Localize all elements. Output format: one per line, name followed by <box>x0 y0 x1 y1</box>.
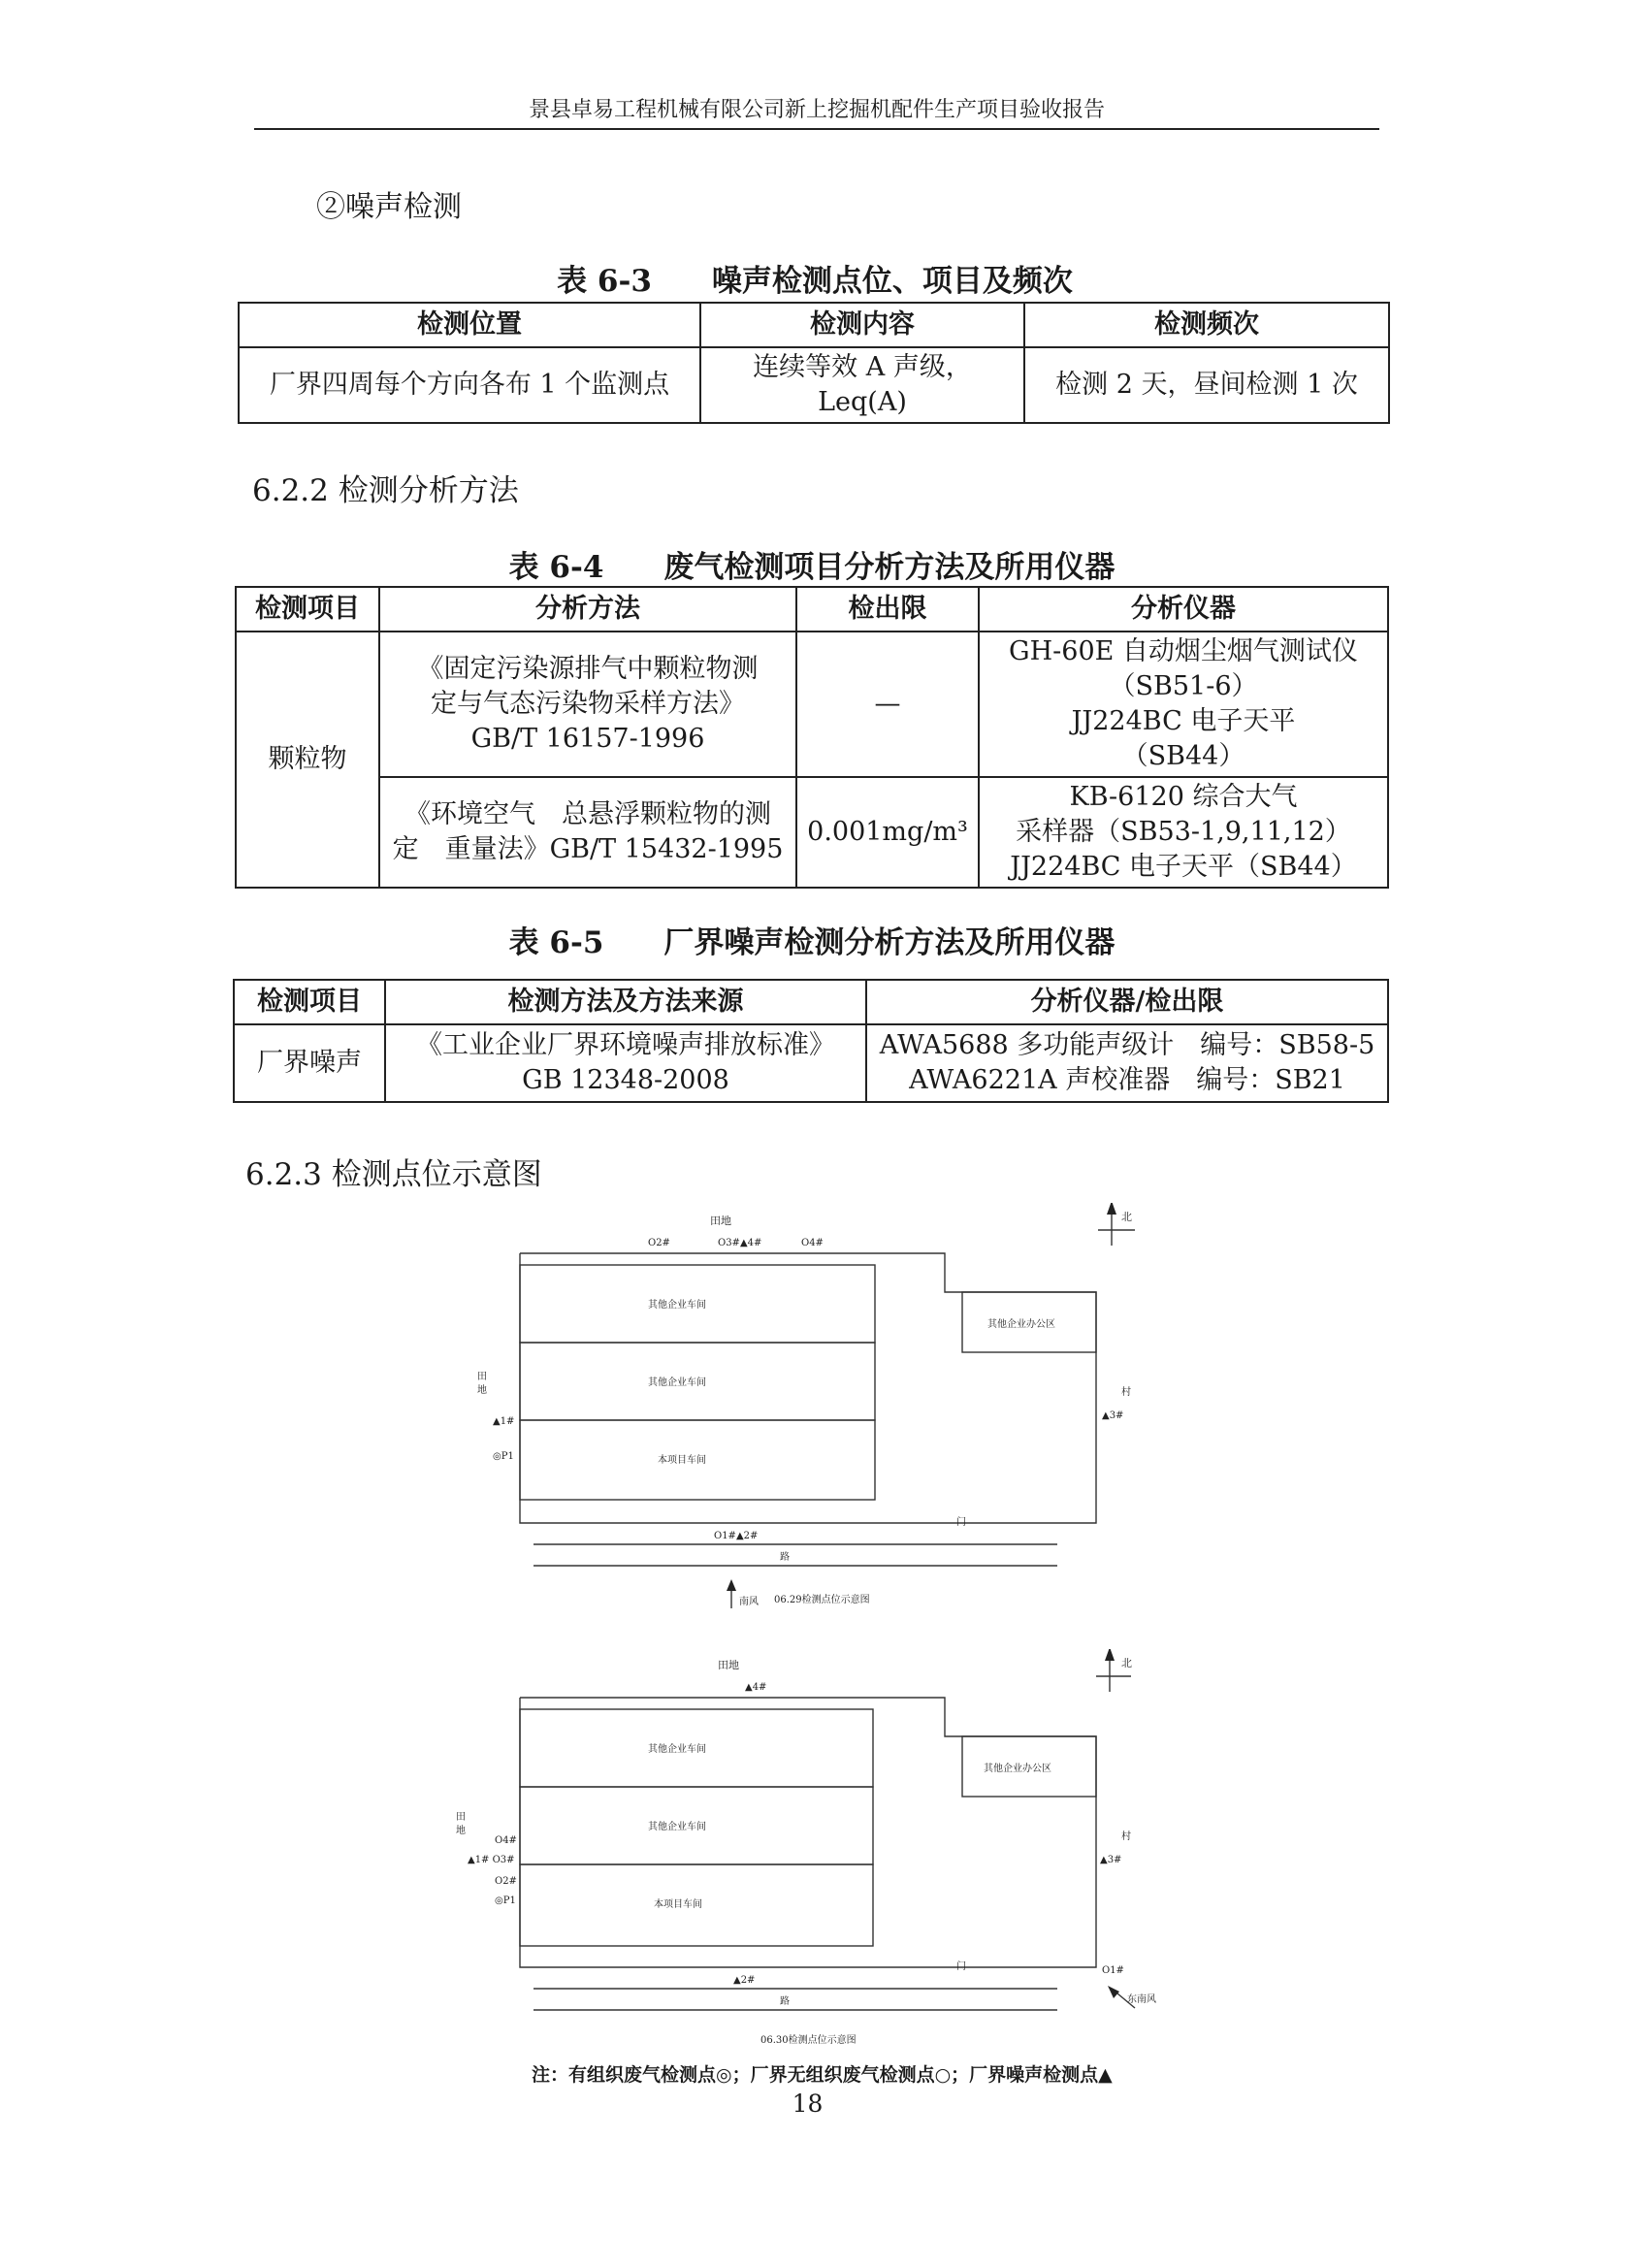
label-field-left-1: 田 <box>456 1812 466 1823</box>
table-6-3 <box>238 302 1390 424</box>
point-o2: O2# <box>648 1238 670 1248</box>
label-gate: 门 <box>956 1961 966 1972</box>
point-o4: O4# <box>495 1835 517 1846</box>
table-header: 分析方法 <box>379 587 796 632</box>
table-cell: 颗粒物 <box>236 632 379 888</box>
cell-line: 采样器（SB53-1,9,11,12） <box>1016 817 1351 847</box>
table-6-5 <box>233 979 1389 1103</box>
site-boundary <box>520 1698 1096 1967</box>
label-workshop-3: 本项目车间 <box>658 1455 706 1466</box>
cell-line: KB-6120 综合大气 <box>1069 782 1298 812</box>
point-a2: ▲2# <box>733 1975 756 1986</box>
point-a1: ▲1# <box>493 1416 515 1427</box>
cell-line: （SB51-6） <box>1109 671 1258 701</box>
label-north: 北 <box>1121 1211 1132 1223</box>
cell-line: 定与气态污染物采样方法》 <box>431 689 745 719</box>
cell-line: JJ224BC 电子天平 <box>1071 706 1296 736</box>
cell-line: AWA6221A 声校准器 编号：SB21 <box>909 1065 1345 1095</box>
section-6-2-3-heading: 6.2.3 检测点位示意图 <box>245 1157 542 1192</box>
cell-line: 连续等效 A 声级， <box>753 352 972 382</box>
label-field-top: 田地 <box>718 1659 739 1671</box>
cell-line: JJ224BC 电子天平（SB44） <box>1010 852 1357 882</box>
label-road: 路 <box>780 1552 790 1563</box>
cell-line: GB 12348-2008 <box>522 1065 729 1095</box>
label-village: 村 <box>1121 1831 1131 1842</box>
cell-line: 定 重量法》GB/T 15432-1995 <box>392 834 784 864</box>
label-workshop-2: 其他企业车间 <box>648 1822 706 1832</box>
table-header: 检测项目 <box>234 980 385 1024</box>
table-cell: 检测 2 天，昼间检测 1 次 <box>1024 347 1389 423</box>
table-cell: — <box>796 632 979 777</box>
table-header: 检测项目 <box>236 587 379 632</box>
table-cell <box>979 777 1388 888</box>
table-6-3-caption: 表 6-3 噪声检测点位、项目及频次 <box>557 264 1073 299</box>
label-field-top: 田地 <box>710 1215 731 1227</box>
point-a4: ▲4# <box>745 1682 767 1693</box>
diagram-caption: 06.30检测点位示意图 <box>760 2035 857 2046</box>
page-number: 18 <box>792 2090 824 2118</box>
label-field-left-1: 田 <box>477 1372 487 1382</box>
table-6-5-caption: 表 6-5 厂界噪声检测分析方法及所用仪器 <box>508 925 1116 960</box>
cell-line: AWA5688 多功能声级计 编号：SB58-5 <box>879 1030 1375 1060</box>
label-office: 其他企业办公区 <box>984 1764 1051 1774</box>
label-workshop-1: 其他企业车间 <box>648 1300 706 1311</box>
table-header: 分析仪器 <box>979 587 1388 632</box>
table-header: 检测频次 <box>1024 303 1389 347</box>
label-wind: 南风 <box>739 1597 759 1607</box>
table-cell <box>866 1024 1388 1102</box>
cell-line: 《工业企业厂界环境噪声排放标准》 <box>416 1030 835 1060</box>
point-p1: ◎P1 <box>493 1451 514 1462</box>
diagram-0629 <box>456 1203 1193 1620</box>
diagram-0630 <box>436 1649 1193 2057</box>
table-header: 检出限 <box>796 587 979 632</box>
label-office: 其他企业办公区 <box>987 1319 1055 1330</box>
point-a3: ▲3# <box>1100 1855 1122 1865</box>
table-6-4 <box>235 586 1389 889</box>
site-boundary <box>520 1253 1096 1523</box>
label-workshop-3: 本项目车间 <box>654 1899 702 1910</box>
document-header: 景县卓易工程机械有限公司新上挖掘机配件生产项目验收报告 <box>528 98 1105 122</box>
noise-heading: ②噪声检测 <box>316 190 462 224</box>
legend-note: 注：有组织废气检测点◎；厂界无组织废气检测点○；厂界噪声检测点▲ <box>532 2064 1113 2086</box>
label-field-left-2: 地 <box>477 1385 487 1396</box>
label-field-left-2: 地 <box>456 1826 466 1836</box>
table-cell <box>700 347 1024 423</box>
cell-line: 《环境空气 总悬浮颗粒物的测 <box>404 799 771 829</box>
table-6-4-caption: 表 6-4 废气检测项目分析方法及所用仪器 <box>508 550 1116 585</box>
label-road: 路 <box>780 1996 790 2007</box>
table-cell <box>385 1024 866 1102</box>
table-header: 检测内容 <box>700 303 1024 347</box>
table-cell: 厂界四周每个方向各布 1 个监测点 <box>239 347 700 423</box>
cell-line: Leq(A) <box>818 387 907 417</box>
label-gate: 门 <box>956 1517 966 1528</box>
label-north: 北 <box>1121 1657 1132 1669</box>
point-a3: ▲3# <box>1102 1410 1124 1421</box>
table-cell <box>979 632 1388 777</box>
point-o4: O4# <box>801 1238 824 1248</box>
cell-line: （SB44） <box>1121 741 1245 771</box>
point-o1-a2: O1#▲2# <box>714 1531 759 1541</box>
section-6-2-2-heading: 6.2.2 检测分析方法 <box>252 473 519 508</box>
table-header: 检测位置 <box>239 303 700 347</box>
table-cell <box>379 632 796 777</box>
table-header: 检测方法及方法来源 <box>385 980 866 1024</box>
table-cell <box>379 777 796 888</box>
label-workshop-1: 其他企业车间 <box>648 1744 706 1755</box>
table-cell: 厂界噪声 <box>234 1024 385 1102</box>
label-wind: 东南风 <box>1127 1994 1156 2005</box>
cell-line: GB/T 16157-1996 <box>470 724 705 754</box>
point-a1-o3: ▲1# O3# <box>468 1855 515 1865</box>
point-o2: O2# <box>495 1876 517 1887</box>
table-header: 分析仪器/检出限 <box>866 980 1388 1024</box>
table-cell: 0.001mg/m³ <box>796 777 979 888</box>
label-workshop-2: 其他企业车间 <box>648 1377 706 1388</box>
diagram-caption: 06.29检测点位示意图 <box>774 1595 870 1605</box>
cell-line: GH-60E 自动烟尘烟气测试仪 <box>1009 636 1358 666</box>
point-o1: O1# <box>1102 1965 1124 1976</box>
point-o3-a4: O3#▲4# <box>718 1238 762 1248</box>
header-rule <box>254 128 1379 130</box>
point-p1: ◎P1 <box>495 1895 516 1906</box>
label-village: 村 <box>1121 1387 1131 1398</box>
cell-line: 《固定污染源排气中颗粒物测 <box>417 654 759 684</box>
